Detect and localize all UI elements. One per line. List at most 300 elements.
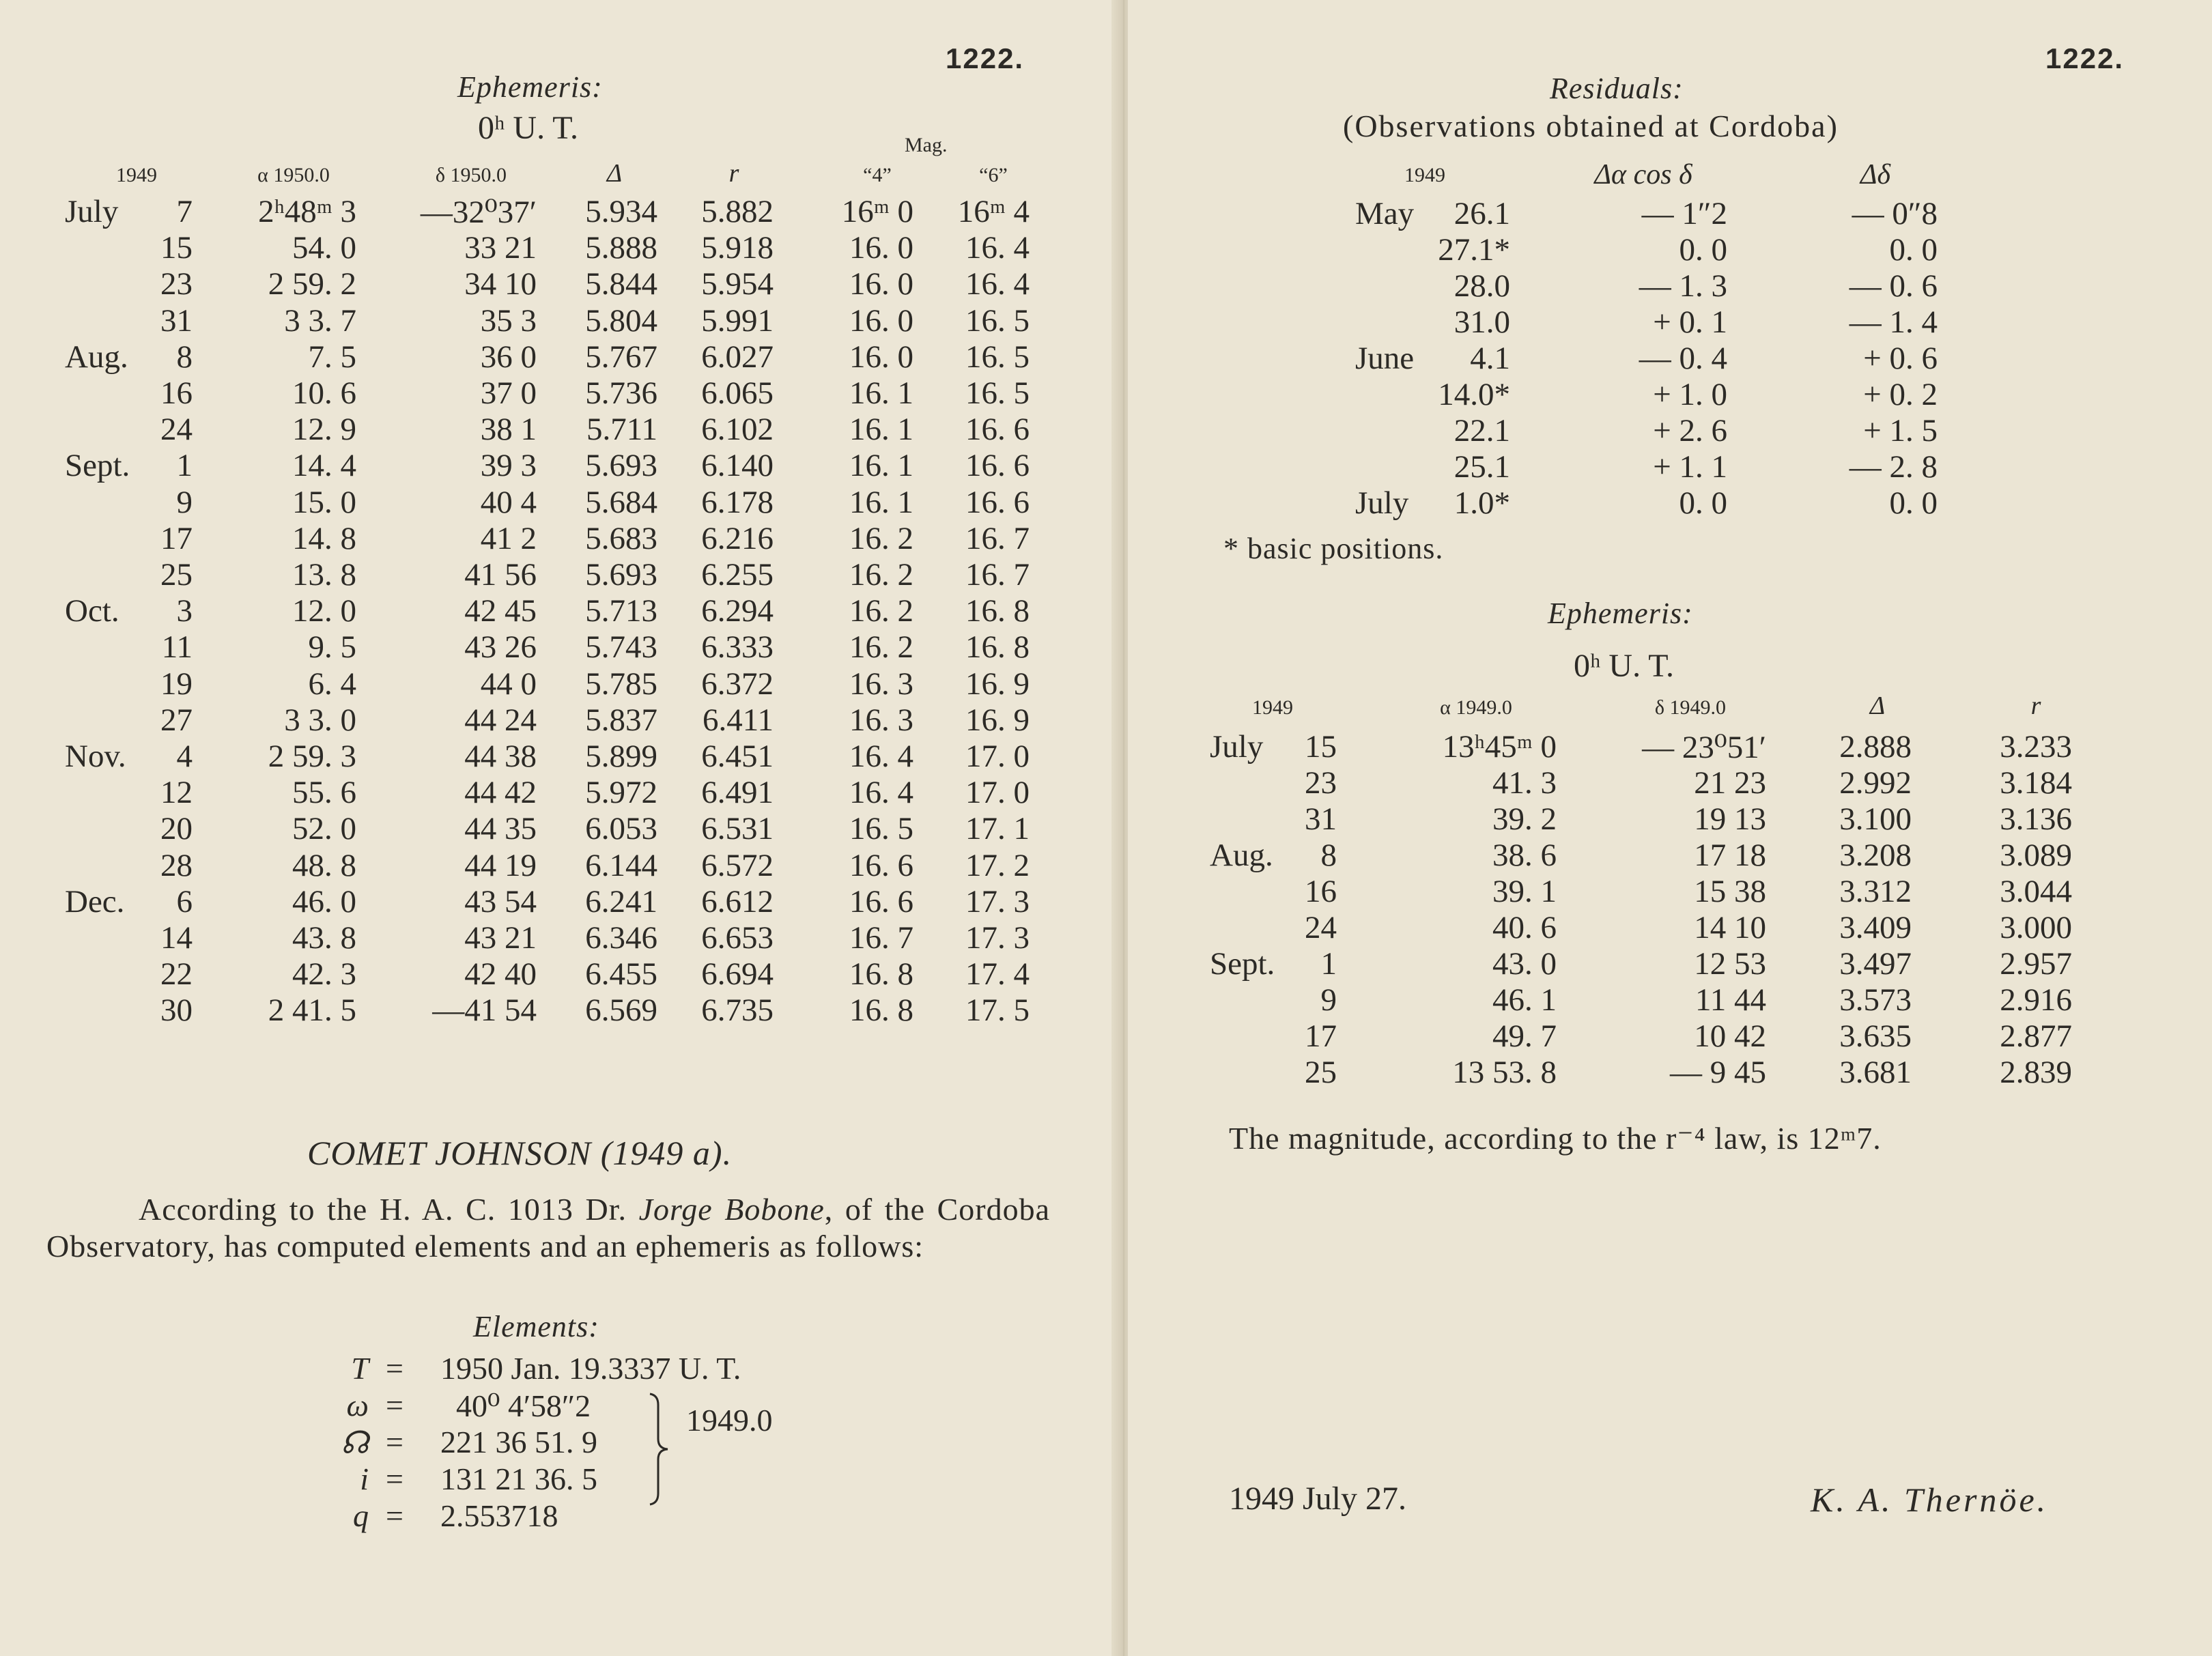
mag4-cell: 16. 4 (849, 775, 913, 811)
ddec-cell: — 2. 8 (1849, 449, 1938, 485)
mag4-cell: 16ᵐ 0 (841, 194, 913, 229)
ra-cell: 13. 8 (292, 557, 356, 593)
delta-cell: 3.208 (1839, 838, 1912, 873)
delta-cell: 6.569 (585, 993, 657, 1029)
r-cell: 2.839 (2000, 1055, 2072, 1090)
ra-cell: 3 3. 0 (284, 702, 356, 738)
column-header: 1949 (1252, 696, 1293, 719)
delta-cell: 3.312 (1839, 874, 1912, 909)
delta-cell: 5.934 (585, 194, 657, 229)
r-cell: 5.882 (701, 194, 774, 229)
date-cell: 25.1 (1454, 449, 1510, 485)
ra-cell: 49. 7 (1492, 1018, 1557, 1054)
column-header: Δα cos δ (1594, 159, 1692, 190)
delta-cell: 6.144 (585, 847, 657, 883)
delta-cell: 6.346 (585, 920, 657, 956)
delta-cell: 5.713 (585, 593, 657, 629)
ephemeris-title-2: Ephemeris: (1548, 597, 1693, 630)
delta-cell: 3.100 (1839, 801, 1912, 837)
epoch-label: 1949.0 (686, 1403, 773, 1438)
column-header: r (2030, 691, 2041, 720)
ra-cell: 38. 6 (1492, 838, 1557, 873)
r-cell: 6.612 (701, 883, 774, 919)
day-cell: 20 (160, 811, 193, 847)
date-cell: 28.0 (1454, 268, 1510, 304)
day-cell: 30 (160, 993, 193, 1029)
ephemeris-table-2 (1128, 728, 2212, 1097)
ra-cell: 39. 2 (1492, 801, 1557, 837)
day-cell: 12 (160, 775, 193, 811)
ddec-cell: 0. 0 (1889, 232, 1938, 268)
intro-paragraph (46, 1191, 1050, 1265)
day-cell: 9 (176, 484, 193, 520)
column-header: Δ (606, 159, 623, 188)
delta-cell: 5.736 (585, 375, 657, 411)
ra-cell: 43. 8 (292, 920, 356, 956)
ra-cell: 2ʰ48ᵐ 3 (258, 194, 356, 229)
ra-cell: 48. 8 (292, 847, 356, 883)
ephemeris-table (0, 193, 1120, 1040)
mag4-cell: 16. 2 (849, 593, 913, 629)
column-header: δ 1950.0 (435, 164, 507, 186)
dec-cell: 11 44 (1695, 982, 1766, 1018)
r-cell: 6.102 (701, 412, 774, 448)
dec-cell: 44 0 (480, 666, 537, 702)
delta-cell: 5.804 (585, 302, 657, 339)
mag6-cell: 16. 6 (965, 412, 1030, 448)
r-cell: 6.255 (701, 557, 774, 593)
month-cell: Aug. (1210, 838, 1273, 873)
day-cell: 22 (160, 956, 193, 993)
ddec-cell: + 0. 2 (1863, 377, 1938, 412)
ra-cell: 15. 0 (292, 484, 356, 520)
dec-cell: 43 54 (464, 883, 537, 919)
dec-cell: 44 35 (464, 811, 537, 847)
ephemeris-column-headers-2 (1128, 691, 2212, 725)
ddec-cell: 0. 0 (1889, 485, 1938, 521)
paragraph-text-1: According to the H. A. C. 1013 Dr. (139, 1192, 627, 1227)
ephemeris-title: Ephemeris: (457, 70, 603, 104)
day-cell: 31 (1305, 801, 1337, 837)
element-value: 221 36 51. 9 (440, 1425, 597, 1459)
day-cell: 17 (160, 520, 193, 556)
mag6-cell: 16. 7 (965, 520, 1030, 556)
day-cell: 3 (176, 593, 193, 629)
dec-cell: 43 21 (464, 920, 537, 956)
day-cell: 14 (160, 920, 193, 956)
delta-cell: 3.409 (1839, 910, 1912, 945)
mag6-cell: 16. 6 (965, 484, 1030, 520)
element-symbol: T (351, 1351, 369, 1386)
month-cell: Sept. (65, 448, 130, 484)
delta-cell: 5.837 (585, 702, 657, 738)
ra-cell: 55. 6 (292, 775, 356, 811)
day-cell: 16 (160, 375, 193, 411)
dec-cell: 43 26 (464, 629, 537, 666)
residuals-column-headers (1128, 158, 2212, 192)
r-cell: 3.044 (2000, 874, 2072, 909)
mag6-cell: 16. 9 (965, 666, 1030, 702)
mag6-cell: 16. 4 (965, 230, 1030, 266)
orbital-elements (0, 1350, 1120, 1548)
equals-sign: = (386, 1425, 403, 1459)
day-cell: 1 (1320, 946, 1337, 982)
column-header: 1949 (116, 164, 157, 186)
day-cell: 16 (1305, 874, 1337, 909)
r-cell: 3.136 (2000, 801, 2072, 837)
mag6-cell: 16. 6 (965, 448, 1030, 484)
mag4-cell: 16. 1 (849, 484, 913, 520)
mag6-cell: 17. 2 (965, 847, 1030, 883)
time-label: 0ʰ U. T. (478, 110, 578, 146)
element-value: 1950 Jan. 19.3337 U. T. (440, 1351, 741, 1386)
ra-cell: 41. 3 (1492, 765, 1557, 801)
ra-cell: 46. 0 (292, 883, 356, 919)
mag4-cell: 16. 2 (849, 557, 913, 593)
ra-cell: 14. 4 (292, 448, 356, 484)
column-header: δ 1949.0 (1654, 696, 1727, 719)
mag6-cell: 17. 4 (965, 956, 1030, 993)
ra-cell: 14. 8 (292, 520, 356, 556)
mag4-cell: 16. 8 (849, 956, 913, 993)
r-cell: 3.233 (2000, 729, 2072, 765)
equals-sign: = (386, 1351, 403, 1386)
delta-cell: 2.992 (1839, 765, 1912, 801)
r-cell: 6.653 (701, 920, 774, 956)
ra-cell: 2 59. 2 (268, 266, 356, 302)
ra-cell: 42. 3 (292, 956, 356, 993)
paragraph-text-2: , of the Cordoba Observatory, has computed elements and an ephemeris as follows: (46, 1192, 1051, 1264)
r-cell: 6.065 (701, 375, 774, 411)
element-symbol: i (360, 1461, 369, 1496)
dec-cell: 44 42 (464, 775, 537, 811)
r-cell: 2.916 (2000, 982, 2072, 1018)
mag6-cell: 16. 4 (965, 266, 1030, 302)
equals-sign: = (386, 1388, 403, 1423)
dra-cell: — 1. 3 (1639, 268, 1727, 304)
mag4-cell: 16. 1 (849, 375, 913, 411)
mag6-cell: 16. 8 (965, 629, 1030, 666)
date-cell: 27.1* (1438, 232, 1510, 268)
day-cell: 24 (160, 412, 193, 448)
dec-cell: — 23⁰51′ (1642, 730, 1766, 765)
mag6-cell: 17. 0 (965, 739, 1030, 774)
mag4-cell: 16. 2 (849, 629, 913, 666)
signature: K. A. Thernöe. (1811, 1481, 2049, 1519)
right-page (1128, 0, 2212, 1656)
day-cell: 9 (1320, 982, 1337, 1018)
dec-cell: 33 21 (464, 230, 537, 266)
mag6-cell: 17. 3 (965, 883, 1030, 919)
delta-cell: 6.241 (585, 883, 657, 919)
delta-cell: 5.711 (586, 412, 657, 448)
delta-cell: 5.693 (585, 448, 657, 484)
dec-cell: 12 53 (1694, 946, 1766, 982)
footnote: * basic positions. (1223, 532, 1444, 565)
dec-cell: 15 38 (1694, 874, 1766, 909)
day-cell: 24 (1305, 910, 1337, 945)
ra-cell: 12. 9 (292, 412, 356, 448)
dra-cell: 0. 0 (1679, 232, 1727, 268)
ra-cell: 52. 0 (292, 811, 356, 847)
day-cell: 23 (1305, 765, 1337, 801)
r-cell: 6.140 (701, 448, 774, 484)
r-cell: 6.531 (701, 811, 774, 847)
computer-name: Jorge Bobone (638, 1192, 825, 1227)
element-value: 131 21 36. 5 (440, 1461, 597, 1496)
day-cell: 31 (160, 302, 193, 339)
delta-cell: 5.693 (585, 557, 657, 593)
column-header: Δδ (1860, 159, 1891, 190)
day-cell: 25 (1305, 1055, 1337, 1090)
r-cell: 6.451 (701, 739, 774, 774)
ra-cell: 2 41. 5 (268, 993, 356, 1029)
mag6-cell: 16. 8 (965, 593, 1030, 629)
r-cell: 6.491 (701, 775, 774, 811)
mag4-cell: 16. 1 (849, 412, 913, 448)
delta-cell: 3.497 (1839, 946, 1912, 982)
dec-cell: 37 0 (480, 375, 537, 411)
mag4-cell: 16. 2 (849, 520, 913, 556)
date-line: 1949 July 27. (1229, 1481, 1407, 1517)
mag4-cell: 16. 0 (849, 339, 913, 375)
mag6-cell: 16. 7 (965, 557, 1030, 593)
day-cell: 4 (176, 739, 193, 774)
r-cell: 5.918 (701, 230, 774, 266)
r-cell: 3.000 (2000, 910, 2072, 945)
delta-cell: 5.972 (585, 775, 657, 811)
dec-cell: 42 45 (464, 593, 537, 629)
mag6-cell: 16ᵐ 4 (957, 194, 1030, 229)
dec-cell: — 9 45 (1670, 1055, 1766, 1090)
element-value: 40⁰ 4′58″2 (456, 1388, 591, 1423)
dec-cell: —32⁰37′ (420, 195, 537, 230)
delta-cell: 5.743 (585, 629, 657, 666)
element-symbol: q (353, 1498, 369, 1533)
delta-cell: 3.681 (1839, 1055, 1912, 1090)
dec-cell: 36 0 (480, 339, 537, 375)
date-cell: 14.0* (1438, 377, 1510, 412)
ra-cell: 3 3. 7 (284, 302, 356, 339)
ra-cell: 6. 4 (308, 666, 356, 702)
month-cell: Dec. (65, 883, 125, 919)
mag4-cell: 16. 1 (849, 448, 913, 484)
comet-title: COMET JOHNSON (1949 a). (307, 1134, 733, 1172)
r-cell: 6.216 (701, 520, 774, 556)
dec-cell: 34 10 (464, 266, 537, 302)
day-cell: 8 (1320, 838, 1337, 873)
ddec-cell: — 0″8 (1852, 196, 1938, 231)
dec-cell: 41 56 (464, 557, 537, 593)
date-cell: 31.0 (1454, 304, 1510, 340)
month-cell: May (1355, 196, 1415, 231)
dra-cell: + 0. 1 (1653, 304, 1727, 340)
mag4-cell: 16. 7 (849, 920, 913, 956)
equals-sign: = (386, 1461, 403, 1496)
column-header: 1949 (1404, 164, 1445, 186)
mag4-cell: 16. 8 (849, 993, 913, 1029)
mag4-cell: 16. 3 (849, 702, 913, 738)
residuals-table (1128, 195, 2212, 530)
column-header: “6” (979, 164, 1008, 186)
month-cell: July (65, 194, 119, 229)
dec-cell: 44 24 (464, 702, 537, 738)
delta-cell: 5.684 (585, 484, 657, 520)
residuals-title: Residuals: (1550, 72, 1684, 105)
day-cell: 15 (160, 230, 193, 266)
r-cell: 6.333 (701, 629, 774, 666)
month-cell: July (1355, 485, 1409, 521)
delta-cell: 5.899 (585, 739, 657, 774)
element-symbol: ☊ (341, 1425, 369, 1460)
day-cell: 15 (1305, 729, 1337, 765)
dec-cell: 21 23 (1694, 765, 1766, 801)
ra-cell: 54. 0 (292, 230, 356, 266)
day-cell: 27 (160, 702, 193, 738)
dra-cell: + 1. 1 (1653, 449, 1727, 485)
elements-title: Elements: (473, 1310, 599, 1343)
mag4-cell: 16. 3 (849, 666, 913, 702)
ddec-cell: — 1. 4 (1849, 304, 1938, 340)
ephemeris-column-headers (0, 158, 1120, 192)
mag6-cell: 17. 1 (965, 811, 1030, 847)
mag6-cell: 16. 5 (965, 339, 1030, 375)
magnitude-note: The magnitude, according to the r⁻⁴ law, is 12ᵐ7. (1229, 1121, 1882, 1156)
ra-cell: 40. 6 (1492, 910, 1557, 945)
mag4-cell: 16. 6 (849, 847, 913, 883)
delta-cell: 6.455 (585, 956, 657, 993)
ra-cell: 13ʰ45ᵐ 0 (1442, 729, 1557, 765)
ra-cell: 13 53. 8 (1452, 1055, 1557, 1090)
day-cell: 28 (160, 847, 193, 883)
r-cell: 6.027 (701, 339, 774, 375)
element-value: 2.553718 (440, 1498, 558, 1533)
r-cell: 6.178 (701, 484, 774, 520)
ddec-cell: + 1. 5 (1863, 413, 1938, 448)
r-cell: 6.411 (702, 702, 774, 738)
delta-cell: 2.888 (1839, 729, 1912, 765)
dec-cell: 40 4 (480, 484, 537, 520)
dec-cell: 42 40 (464, 956, 537, 993)
dec-cell: 19 13 (1694, 801, 1766, 837)
month-cell: July (1210, 729, 1264, 765)
dec-cell: 38 1 (480, 412, 537, 448)
column-header: α 1950.0 (257, 164, 330, 186)
r-cell: 3.089 (2000, 838, 2072, 873)
column-header: r (728, 159, 739, 188)
dec-cell: 10 42 (1694, 1018, 1766, 1054)
day-cell: 19 (160, 666, 193, 702)
ddec-cell: + 0. 6 (1863, 341, 1938, 376)
ra-cell: 9. 5 (308, 629, 356, 666)
delta-cell: 5.785 (585, 666, 657, 702)
date-cell: 1.0* (1454, 485, 1510, 521)
mag6-cell: 16. 9 (965, 702, 1030, 738)
delta-cell: 6.053 (585, 811, 657, 847)
time-label-2: 0ʰ U. T. (1574, 648, 1674, 684)
mag6-cell: 17. 5 (965, 993, 1030, 1029)
date-cell: 26.1 (1454, 196, 1510, 231)
r-cell: 5.991 (701, 302, 774, 339)
r-cell: 2.957 (2000, 946, 2072, 982)
month-cell: Oct. (65, 593, 119, 629)
mag4-cell: 16. 5 (849, 811, 913, 847)
ra-cell: 10. 6 (292, 375, 356, 411)
mag4-cell: 16. 6 (849, 883, 913, 919)
dec-cell: 39 3 (480, 448, 537, 484)
equals-sign: = (386, 1498, 403, 1533)
dra-cell: — 0. 4 (1639, 341, 1727, 376)
mag4-cell: 16. 0 (849, 230, 913, 266)
mag6-cell: 17. 0 (965, 775, 1030, 811)
r-cell: 2.877 (2000, 1018, 2072, 1054)
ra-cell: 46. 1 (1492, 982, 1557, 1018)
month-cell: Aug. (65, 339, 128, 375)
page-number: 1222. (946, 42, 1025, 74)
day-cell: 1 (176, 448, 193, 484)
dec-cell: 14 10 (1694, 910, 1766, 945)
dra-cell: — 1″2 (1641, 196, 1727, 231)
mag4-cell: 16. 0 (849, 266, 913, 302)
dra-cell: + 1. 0 (1653, 377, 1727, 412)
ra-cell: 7. 5 (308, 339, 356, 375)
column-header: Δ (1869, 691, 1886, 720)
r-cell: 6.294 (701, 593, 774, 629)
r-cell: 6.735 (701, 993, 774, 1029)
day-cell: 23 (160, 266, 193, 302)
r-cell: 5.954 (701, 266, 774, 302)
day-cell: 25 (160, 557, 193, 593)
delta-cell: 5.683 (585, 520, 657, 556)
dec-cell: 44 19 (464, 847, 537, 883)
dec-cell: 41 2 (480, 520, 537, 556)
dec-cell: 44 38 (464, 739, 537, 774)
r-cell: 3.184 (2000, 765, 2072, 801)
dec-cell: 35 3 (480, 302, 537, 339)
day-cell: 17 (1305, 1018, 1337, 1054)
dra-cell: 0. 0 (1679, 485, 1727, 521)
date-cell: 4.1 (1470, 341, 1510, 376)
ra-cell: 2 59. 3 (268, 739, 356, 774)
day-cell: 6 (176, 883, 193, 919)
day-cell: 8 (176, 339, 193, 375)
mag6-cell: 16. 5 (965, 302, 1030, 339)
ra-cell: 12. 0 (292, 593, 356, 629)
mag4-cell: 16. 4 (849, 739, 913, 774)
month-cell: June (1355, 341, 1415, 376)
ra-cell: 39. 1 (1492, 874, 1557, 909)
page-number: 1222. (2045, 42, 2125, 74)
r-cell: 6.372 (701, 666, 774, 702)
month-cell: Sept. (1210, 946, 1275, 982)
day-cell: 11 (161, 629, 193, 666)
ddec-cell: — 0. 6 (1849, 268, 1938, 304)
r-cell: 6.572 (701, 847, 774, 883)
dra-cell: + 2. 6 (1653, 413, 1727, 448)
date-cell: 22.1 (1454, 413, 1510, 448)
mag6-cell: 17. 3 (965, 920, 1030, 956)
column-header: “4” (863, 164, 892, 186)
mag-label: Mag. (905, 134, 948, 156)
month-cell: Nov. (65, 739, 126, 774)
element-symbol: ω (346, 1388, 369, 1423)
ra-cell: 43. 0 (1492, 946, 1557, 982)
r-cell: 6.694 (701, 956, 774, 993)
delta-cell: 5.888 (585, 230, 657, 266)
mag4-cell: 16. 0 (849, 302, 913, 339)
column-header: α 1949.0 (1440, 696, 1512, 719)
delta-cell: 3.573 (1839, 982, 1912, 1018)
